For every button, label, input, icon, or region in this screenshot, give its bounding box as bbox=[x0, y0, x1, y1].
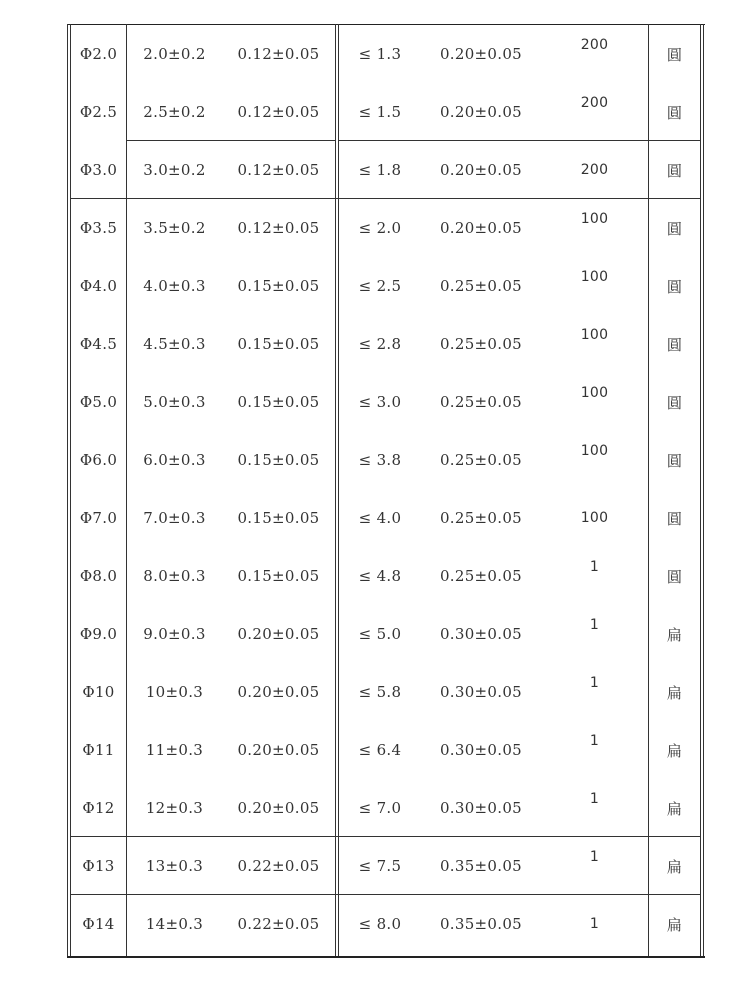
thickness-cell: 0.25±0.05 bbox=[439, 509, 523, 527]
thickness-cell: 0.20±0.05 bbox=[439, 161, 523, 179]
thickness-cell: 0.25±0.05 bbox=[439, 277, 523, 295]
size-cell: Φ3.5 bbox=[79, 219, 118, 237]
spec-table bbox=[67, 24, 705, 958]
shape-cell: 圓 bbox=[666, 393, 683, 412]
table-row bbox=[67, 431, 705, 489]
size-cell: Φ5.0 bbox=[79, 393, 118, 411]
max-cell: ≤ 2.8 bbox=[358, 335, 402, 353]
shape-cell: 扁 bbox=[666, 741, 683, 760]
size-cell: Φ11 bbox=[82, 741, 115, 759]
tolerance-cell: 0.22±0.05 bbox=[237, 915, 320, 933]
max-cell: ≤ 1.3 bbox=[358, 45, 402, 63]
table-row bbox=[67, 721, 705, 779]
shape-cell: 圓 bbox=[666, 103, 683, 122]
quantity-cell: 100 bbox=[580, 385, 609, 401]
size-cell: Φ14 bbox=[82, 915, 115, 933]
max-cell: ≤ 4.8 bbox=[358, 567, 402, 585]
shape-cell: 扁 bbox=[666, 915, 683, 934]
diameter-cell: 14±0.3 bbox=[145, 915, 204, 933]
thickness-cell: 0.20±0.05 bbox=[439, 219, 523, 237]
tolerance-cell: 0.20±0.05 bbox=[237, 683, 320, 701]
max-cell: ≤ 4.0 bbox=[358, 509, 402, 527]
table-row bbox=[67, 663, 705, 721]
table-row bbox=[67, 257, 705, 315]
quantity-cell: 200 bbox=[580, 37, 609, 53]
quantity-cell: 100 bbox=[580, 211, 609, 227]
diameter-cell: 9.0±0.3 bbox=[143, 625, 206, 643]
quantity-cell: 1 bbox=[589, 617, 600, 633]
thickness-cell: 0.20±0.05 bbox=[439, 103, 523, 121]
quantity-cell: 100 bbox=[580, 269, 609, 285]
table-row bbox=[67, 837, 705, 895]
max-cell: ≤ 1.8 bbox=[358, 161, 402, 179]
size-cell: Φ4.0 bbox=[79, 277, 118, 295]
tolerance-cell: 0.12±0.05 bbox=[237, 161, 320, 179]
diameter-cell: 4.0±0.3 bbox=[143, 277, 206, 295]
diameter-cell: 11±0.3 bbox=[145, 741, 204, 759]
diameter-cell: 2.0±0.2 bbox=[143, 45, 206, 63]
table-row bbox=[67, 25, 705, 83]
tolerance-cell: 0.20±0.05 bbox=[237, 799, 320, 817]
tolerance-cell: 0.15±0.05 bbox=[237, 451, 320, 469]
size-cell: Φ6.0 bbox=[79, 451, 118, 469]
quantity-cell: 200 bbox=[580, 162, 609, 178]
max-cell: ≤ 8.0 bbox=[358, 915, 402, 933]
tolerance-cell: 0.15±0.05 bbox=[237, 277, 320, 295]
max-cell: ≤ 1.5 bbox=[358, 103, 402, 121]
quantity-cell: 100 bbox=[580, 510, 609, 526]
quantity-cell: 1 bbox=[589, 849, 600, 865]
shape-cell: 圓 bbox=[666, 219, 683, 238]
tolerance-cell: 0.12±0.05 bbox=[237, 219, 320, 237]
quantity-cell: 1 bbox=[589, 791, 600, 807]
table-row bbox=[67, 199, 705, 257]
tolerance-cell: 0.12±0.05 bbox=[237, 103, 320, 121]
shape-cell: 扁 bbox=[666, 625, 683, 644]
size-cell: Φ7.0 bbox=[79, 509, 118, 527]
diameter-cell: 3.5±0.2 bbox=[143, 219, 206, 237]
tolerance-cell: 0.15±0.05 bbox=[237, 509, 320, 527]
diameter-cell: 2.5±0.2 bbox=[143, 103, 206, 121]
max-cell: ≤ 6.4 bbox=[358, 741, 402, 759]
table-row bbox=[67, 83, 705, 141]
tolerance-cell: 0.15±0.05 bbox=[237, 335, 320, 353]
diameter-cell: 6.0±0.3 bbox=[143, 451, 206, 469]
quantity-cell: 100 bbox=[580, 327, 609, 343]
tolerance-cell: 0.20±0.05 bbox=[237, 741, 320, 759]
table-bottom-border bbox=[67, 956, 705, 958]
diameter-cell: 12±0.3 bbox=[145, 799, 204, 817]
max-cell: ≤ 3.0 bbox=[358, 393, 402, 411]
thickness-cell: 0.35±0.05 bbox=[439, 857, 523, 875]
quantity-cell: 1 bbox=[589, 733, 600, 749]
thickness-cell: 0.30±0.05 bbox=[439, 683, 523, 701]
thickness-cell: 0.20±0.05 bbox=[439, 45, 523, 63]
size-cell: Φ4.5 bbox=[79, 335, 118, 353]
diameter-cell: 8.0±0.3 bbox=[143, 567, 206, 585]
shape-cell: 圓 bbox=[666, 335, 683, 354]
max-cell: ≤ 3.8 bbox=[358, 451, 402, 469]
quantity-cell: 100 bbox=[580, 443, 609, 459]
thickness-cell: 0.30±0.05 bbox=[439, 741, 523, 759]
table-row bbox=[67, 605, 705, 663]
tolerance-cell: 0.15±0.05 bbox=[237, 567, 320, 585]
thickness-cell: 0.25±0.05 bbox=[439, 451, 523, 469]
max-cell: ≤ 7.5 bbox=[358, 857, 402, 875]
table-row bbox=[67, 489, 705, 547]
tolerance-cell: 0.12±0.05 bbox=[237, 45, 320, 63]
diameter-cell: 13±0.3 bbox=[145, 857, 204, 875]
size-cell: Φ10 bbox=[82, 683, 115, 701]
diameter-cell: 3.0±0.2 bbox=[143, 161, 206, 179]
diameter-cell: 4.5±0.3 bbox=[143, 335, 206, 353]
max-cell: ≤ 5.0 bbox=[358, 625, 402, 643]
shape-cell: 扁 bbox=[666, 799, 683, 818]
tolerance-cell: 0.15±0.05 bbox=[237, 393, 320, 411]
shape-cell: 圓 bbox=[666, 509, 683, 528]
max-cell: ≤ 2.5 bbox=[358, 277, 402, 295]
thickness-cell: 0.35±0.05 bbox=[439, 915, 523, 933]
size-cell: Φ8.0 bbox=[79, 567, 118, 585]
max-cell: ≤ 2.0 bbox=[358, 219, 402, 237]
quantity-cell: 1 bbox=[589, 559, 600, 575]
max-cell: ≤ 7.0 bbox=[358, 799, 402, 817]
table-row bbox=[67, 141, 705, 199]
diameter-cell: 7.0±0.3 bbox=[143, 509, 206, 527]
size-cell: Φ2.5 bbox=[79, 103, 118, 121]
shape-cell: 圓 bbox=[666, 161, 683, 180]
max-cell: ≤ 5.8 bbox=[358, 683, 402, 701]
thickness-cell: 0.25±0.05 bbox=[439, 393, 523, 411]
size-cell: Φ9.0 bbox=[79, 625, 118, 643]
size-cell: Φ2.0 bbox=[79, 45, 118, 63]
shape-cell: 扁 bbox=[666, 857, 683, 876]
shape-cell: 圓 bbox=[666, 567, 683, 586]
thickness-cell: 0.25±0.05 bbox=[439, 567, 523, 585]
thickness-cell: 0.25±0.05 bbox=[439, 335, 523, 353]
size-cell: Φ12 bbox=[82, 799, 115, 817]
diameter-cell: 5.0±0.3 bbox=[143, 393, 206, 411]
table-row bbox=[67, 373, 705, 431]
table-row bbox=[67, 895, 705, 953]
shape-cell: 圓 bbox=[666, 277, 683, 296]
table-row bbox=[67, 315, 705, 373]
size-cell: Φ13 bbox=[82, 857, 115, 875]
table-row bbox=[67, 779, 705, 837]
quantity-cell: 200 bbox=[580, 95, 609, 111]
shape-cell: 扁 bbox=[666, 683, 683, 702]
tolerance-cell: 0.20±0.05 bbox=[237, 625, 320, 643]
shape-cell: 圓 bbox=[666, 451, 683, 470]
size-cell: Φ3.0 bbox=[79, 161, 118, 179]
thickness-cell: 0.30±0.05 bbox=[439, 799, 523, 817]
quantity-cell: 1 bbox=[589, 675, 600, 691]
tolerance-cell: 0.22±0.05 bbox=[237, 857, 320, 875]
thickness-cell: 0.30±0.05 bbox=[439, 625, 523, 643]
table-row bbox=[67, 547, 705, 605]
shape-cell: 圓 bbox=[666, 45, 683, 64]
quantity-cell: 1 bbox=[589, 916, 600, 932]
diameter-cell: 10±0.3 bbox=[145, 683, 204, 701]
